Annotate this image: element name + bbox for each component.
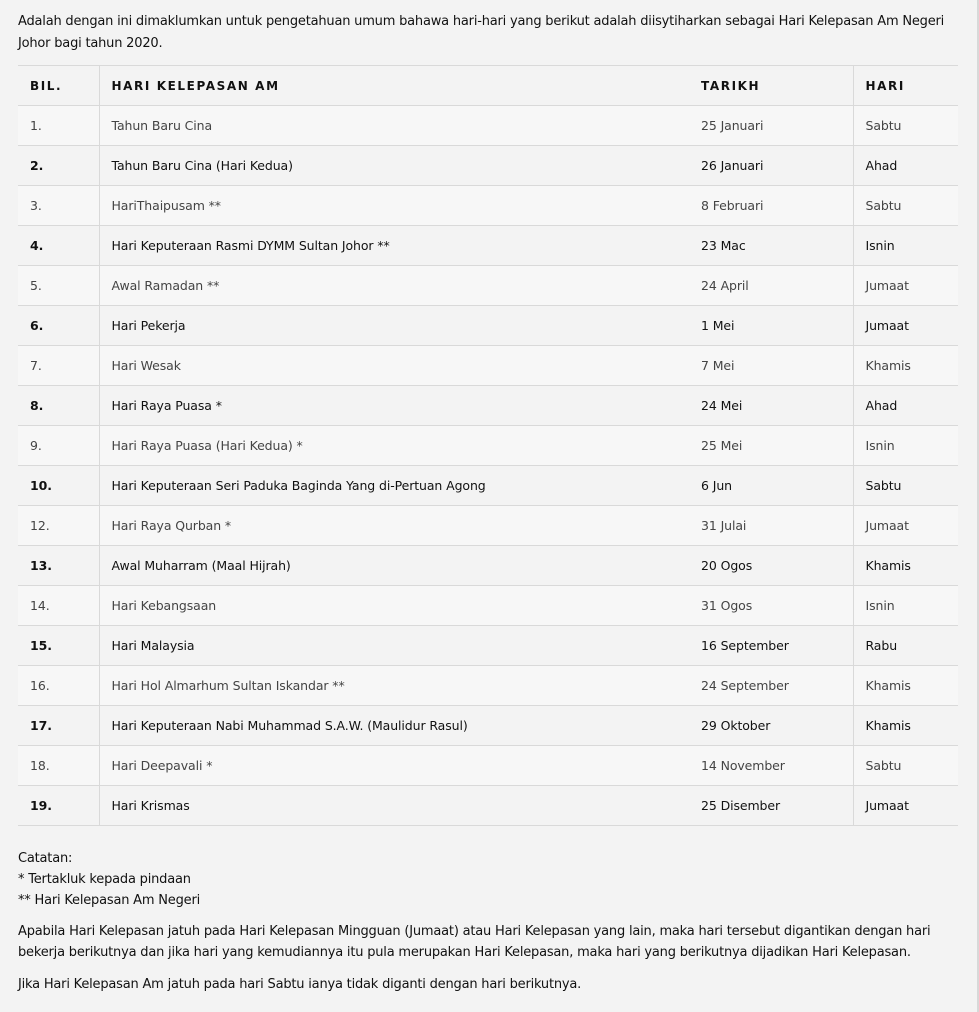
table-row — [18, 586, 958, 626]
note-state-holiday: ** Hari Kelepasan Am Negeri — [18, 893, 200, 908]
table-row — [18, 746, 958, 786]
table-row — [18, 626, 958, 666]
table-row — [18, 306, 958, 346]
row-bil: 9. — [18, 426, 99, 466]
table-row — [18, 266, 958, 306]
row-date: 31 Julai — [689, 506, 853, 546]
table-row — [18, 386, 958, 426]
header-bil: BIL. — [18, 66, 99, 106]
table-row — [18, 546, 958, 586]
header-name: HARI KELEPASAN AM — [99, 66, 689, 106]
row-date: 23 Mac — [689, 226, 853, 266]
table-row — [18, 666, 958, 706]
row-bil: 15. — [18, 626, 99, 666]
row-day: Isnin — [853, 586, 958, 626]
row-day: Jumaat — [853, 306, 958, 346]
row-name: Hari Raya Puasa * — [99, 386, 689, 426]
row-date: 29 Oktober — [689, 706, 853, 746]
row-date: 14 November — [689, 746, 853, 786]
table-row — [18, 186, 958, 226]
row-day: Ahad — [853, 146, 958, 186]
row-bil: 1. — [18, 106, 99, 146]
row-bil: 6. — [18, 306, 99, 346]
notes-heading: Catatan: — [18, 851, 73, 866]
row-date: 7 Mei — [689, 346, 853, 386]
note-amendment: * Tertakluk kepada pindaan — [18, 872, 191, 887]
row-name: Awal Muharram (Maal Hijrah) — [99, 546, 689, 586]
row-bil: 8. — [18, 386, 99, 426]
table-row — [18, 506, 958, 546]
row-day: Rabu — [853, 626, 958, 666]
table-row — [18, 786, 958, 826]
row-name: Hari Raya Qurban * — [99, 506, 689, 546]
table-row — [18, 106, 958, 146]
row-name: Hari Kebangsaan — [99, 586, 689, 626]
row-name: Tahun Baru Cina (Hari Kedua) — [99, 146, 689, 186]
row-name: HariThaipusam ** — [99, 186, 689, 226]
row-day: Khamis — [853, 346, 958, 386]
row-day: Sabtu — [853, 186, 958, 226]
table-row — [18, 146, 958, 186]
saturday-rule-paragraph: Jika Hari Kelepasan Am jatuh pada hari Sabtu ianya tidak diganti dengan hari berikutnya. — [18, 977, 582, 992]
table-row — [18, 706, 958, 746]
row-bil: 3. — [18, 186, 99, 226]
row-day: Ahad — [853, 386, 958, 426]
row-date: 26 Januari — [689, 146, 853, 186]
row-bil: 7. — [18, 346, 99, 386]
row-name: Hari Hol Almarhum Sultan Iskandar ** — [99, 666, 689, 706]
row-date: 24 April — [689, 266, 853, 306]
notes-section — [18, 848, 953, 995]
row-bil: 2. — [18, 146, 99, 186]
row-name: Awal Ramadan ** — [99, 266, 689, 306]
header-day: HARI — [853, 66, 958, 106]
row-date: 16 September — [689, 626, 853, 666]
row-bil: 12. — [18, 506, 99, 546]
row-bil: 13. — [18, 546, 99, 586]
row-date: 1 Mei — [689, 306, 853, 346]
table-row — [18, 426, 958, 466]
row-bil: 5. — [18, 266, 99, 306]
row-day: Sabtu — [853, 106, 958, 146]
row-date: 25 Januari — [689, 106, 853, 146]
row-name: Hari Keputeraan Rasmi DYMM Sultan Johor ** — [99, 226, 689, 266]
row-bil: 10. — [18, 466, 99, 506]
row-day: Sabtu — [853, 746, 958, 786]
row-bil: 17. — [18, 706, 99, 746]
header-date: TARIKH — [689, 66, 853, 106]
intro-paragraph: Adalah dengan ini dimaklumkan untuk pengetahuan umum bahawa hari-hari yang berikut adalah diisytiharkan sebagai Hari Kelepasan Am Negeri Johor bagi tahun 2020. — [18, 14, 945, 51]
row-name: Hari Pekerja — [99, 306, 689, 346]
row-name: Hari Raya Puasa (Hari Kedua) * — [99, 426, 689, 466]
row-day: Khamis — [853, 546, 958, 586]
row-date: 25 Mei — [689, 426, 853, 466]
table-row — [18, 466, 958, 506]
row-bil: 19. — [18, 786, 99, 826]
row-bil: 14. — [18, 586, 99, 626]
row-day: Khamis — [853, 706, 958, 746]
row-name: Hari Malaysia — [99, 626, 689, 666]
row-name: Hari Keputeraan Seri Paduka Baginda Yang di-Pertuan Agong — [99, 466, 689, 506]
holiday-table — [18, 65, 958, 826]
row-date: 24 Mei — [689, 386, 853, 426]
row-date: 20 Ogos — [689, 546, 853, 586]
row-name: Hari Krismas — [99, 786, 689, 826]
row-date: 6 Jun — [689, 466, 853, 506]
row-bil: 18. — [18, 746, 99, 786]
row-day: Isnin — [853, 426, 958, 466]
row-day: Sabtu — [853, 466, 958, 506]
row-day: Khamis — [853, 666, 958, 706]
row-day: Jumaat — [853, 786, 958, 826]
row-date: 24 September — [689, 666, 853, 706]
replacement-rule-paragraph: Apabila Hari Kelepasan jatuh pada Hari Kelepasan Mingguan (Jumaat) atau Hari Kelepasan yang lain, maka hari tersebut digantikan dengan hari bekerja berikutnya dan jika hari yang kemudiannya itu pula merupakan Hari Kelepasan, maka hari yang berikutnya dijadikan Hari Kelepasan. — [18, 924, 931, 960]
row-name: Hari Wesak — [99, 346, 689, 386]
row-bil: 16. — [18, 666, 99, 706]
table-header-row — [18, 66, 958, 106]
row-name: Hari Deepavali * — [99, 746, 689, 786]
row-date: 31 Ogos — [689, 586, 853, 626]
row-date: 8 Februari — [689, 186, 853, 226]
row-day: Jumaat — [853, 506, 958, 546]
row-date: 25 Disember — [689, 786, 853, 826]
row-day: Isnin — [853, 226, 958, 266]
row-day: Jumaat — [853, 266, 958, 306]
table-row — [18, 346, 958, 386]
table-body — [18, 106, 958, 826]
row-name: Hari Keputeraan Nabi Muhammad S.A.W. (Maulidur Rasul) — [99, 706, 689, 746]
table-row — [18, 226, 958, 266]
row-bil: 4. — [18, 226, 99, 266]
row-name: Tahun Baru Cina — [99, 106, 689, 146]
